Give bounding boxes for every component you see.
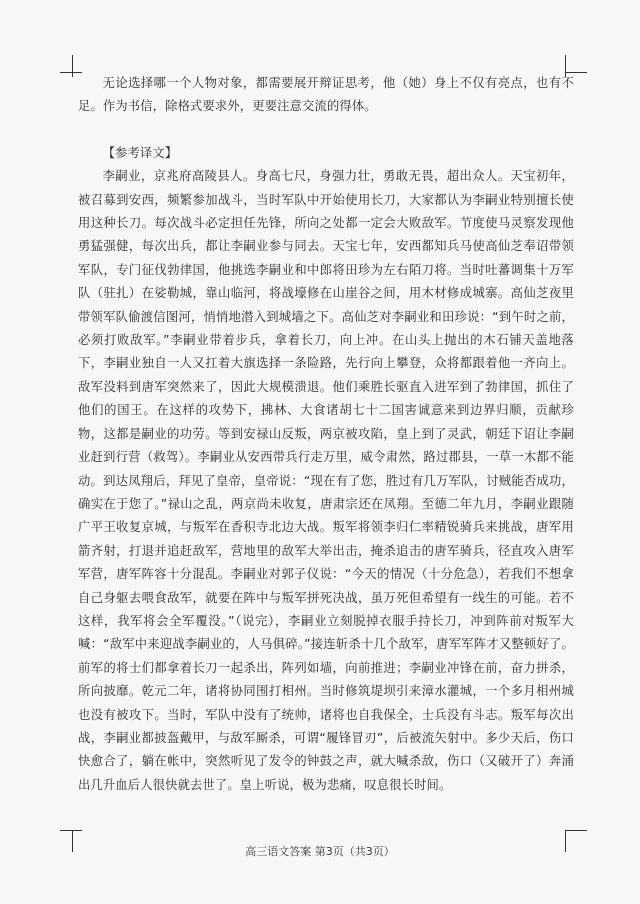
translation-paragraph: 李嗣业，京兆府高陵县人。身高七尺，身强力壮，勇敢无畏，超出众人。天宝初年，被召募到安西，频繁参加战斗，当时军队中开始使用长刀，大家都认为李嗣业特别擅长使用这种长刀。每次战斗必定担任先锋，所向之处都一定会大败敌军。节度使马灵察发现他勇猛强健，每次出兵，都让李嗣业参与同去。天宝七年，安西都知兵马使高仙芝奉诏带领军队，专门征伐勃律国，他挑选李嗣业和中郎将田珍为左右陌刀将。当时吐蕃调集十万军队（驻扎）在娑勒城，靠山临河，将战壕修在山崖谷之间，用木材修成城寨。高仙芝夜里带领军队偷渡信图河，悄悄地潜入到城墙之下。高仙芝对李嗣业和田珍说：“到午时之前，必须打败敌军。”李嗣业带着步兵，拿着长刀，向上冲。在山头上抛出的木石铺天盖地落下，李嗣业独自一人又扛着大旗选择一条险路，先行向上攀登，众将都跟着他一齐向上。敌军没料到唐军突然来了，因此大规模溃退。他们乘胜长驱直入进军到了勃律国，抓住了他们的国王。在这样的攻势下，拂林、大食诸胡七十二国害诚意来到边界归顺，贡献珍物，这都是嗣业的功劳。等到安禄山反叛，两京被攻陷，皇上到了灵武，朝廷下诏让李嗣业赶到行营（救驾）。李嗣业从安西带兵行走万里，威令肃然，路过郡县，一草一木都不能动。到达凤翔后，拜见了皇帝，皇帝说：“现在有了您，胜过有几万军队，讨贼能否成功，确实在于您了。”禄山之乱，两京尚未收复，唐肃宗还在凤翔。至德二年九月，李嗣业跟随广平王收复京城，与叛军在香积寺北边大战。叛军将领李归仁率精锐骑兵来挑战，唐军用箭齐射，打退并追赶敌军，营地里的敌军大举出击，掩杀追击的唐军骑兵，径直攻入唐军军营，唐军阵容十分混乱。李嗣业对郭子仪说：“今天的情况（十分危急），若我们不想拿自己身躯去喂食敌军，就要在阵中与叛军拼死决战，虽万死但希望有一线生的可能。若不这样，我军将会全军覆没。”（说完），李嗣业立刻脱掉衣服手持长刀，冲到阵前对叛军大喊：“敌军中来迎战李嗣业的，人马俱碎。”接连斩杀十几个敌军，唐军军阵才又整顿好了。前军的将士们都拿着长刀一起杀出，阵列如墙，向前推进；李嗣业冲锋在前，奋力拼杀，所向披靡。乾元二年，诸将协同围打相州。当时修筑堤坝引来漳水灌城，一个多月相州城也没有被攻下。当时，军队中没有了统帅，诸将也自我保全，士兵没有斗志。叛军每次出战，李嗣业都披盔戴甲，与敌军厮杀，可谓“履锋冒刃”，后被流矢射中。多少天后，伤口快愈合了，躺在帐中，突然听见了发令的钟鼓之声，就大喊杀敌，伤口（又破开了）奔涌出几升血后人很快就去世了。皇上听说，极为悲痛，叹息很长时间。 <box>78 169 574 792</box>
section-heading: 【参考译文】 <box>102 145 178 160</box>
intro-paragraph: 无论选择哪一个人物对象，都需要展开辩证思考，他（她）身上不仅有亮点，也有不足。作为书信，除格式要求外，更要注意交流的得体。 <box>78 76 574 114</box>
paragraph-gap <box>78 119 574 142</box>
crop-mark <box>565 830 587 831</box>
crop-mark <box>60 830 82 831</box>
crop-mark <box>72 55 73 77</box>
page-content <box>78 72 574 797</box>
page-footer: 高三语文答案 第3页（共3页） <box>245 845 395 858</box>
